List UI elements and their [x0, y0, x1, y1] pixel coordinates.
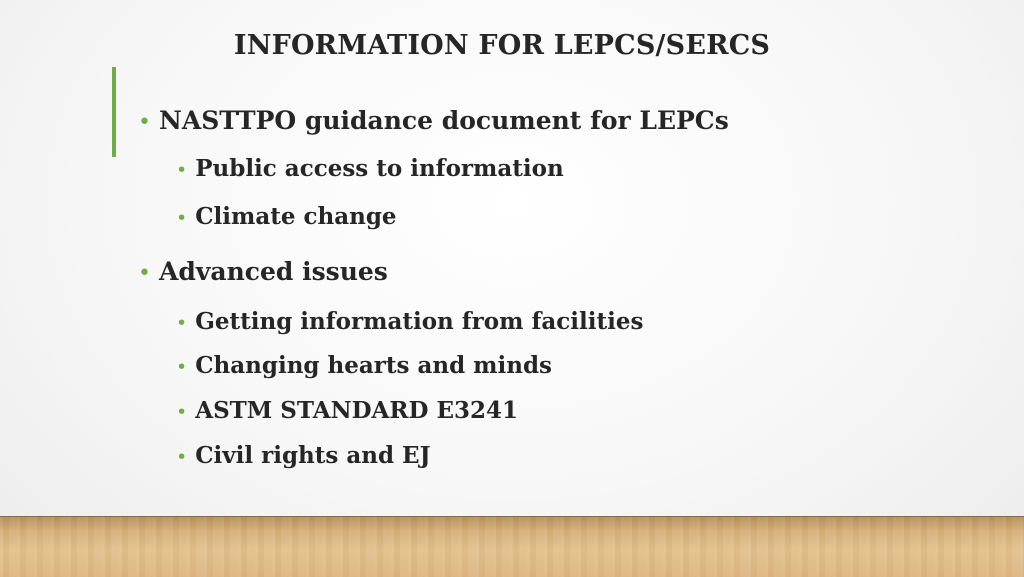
bullet-dot-icon: •	[176, 401, 188, 423]
bullet-dot-icon: •	[138, 110, 151, 135]
bullet-dot-icon: •	[176, 312, 188, 334]
bullet-text: Advanced issues	[158, 257, 388, 286]
wood-floor-background	[0, 516, 1024, 577]
sub-bullet-item-climate-change	[176, 203, 397, 230]
sub-bullet-item-getting-information	[176, 308, 643, 335]
bullet-dot-icon: •	[176, 159, 188, 181]
sub-bullet-item-public-access	[176, 155, 564, 182]
bullet-dot-icon: •	[176, 356, 188, 378]
bullet-text: Getting information from facilities	[195, 308, 644, 335]
bullet-text: ASTM STANDARD E3241	[195, 397, 518, 424]
bullet-text: NASTTPO guidance document for LEPCs	[158, 106, 729, 135]
accent-bar	[112, 67, 116, 157]
slide-title: INFORMATION FOR LEPCS/SERCS	[233, 30, 771, 61]
bullet-dot-icon: •	[176, 207, 188, 229]
bullet-dot-icon: •	[138, 261, 151, 286]
bullet-text: Climate change	[195, 203, 397, 230]
bullet-item-advanced-issues	[138, 257, 388, 286]
bullet-dot-icon: •	[176, 446, 188, 468]
bullet-text: Changing hearts and minds	[195, 352, 552, 379]
sub-bullet-item-hearts-minds	[176, 352, 552, 379]
bullet-text: Public access to information	[195, 155, 564, 182]
bullet-text: Civil rights and EJ	[195, 442, 431, 469]
sub-bullet-item-astm-standard	[176, 397, 518, 424]
sub-bullet-item-civil-rights	[176, 442, 430, 469]
bullet-item-nasttpo-guidance	[138, 106, 729, 135]
